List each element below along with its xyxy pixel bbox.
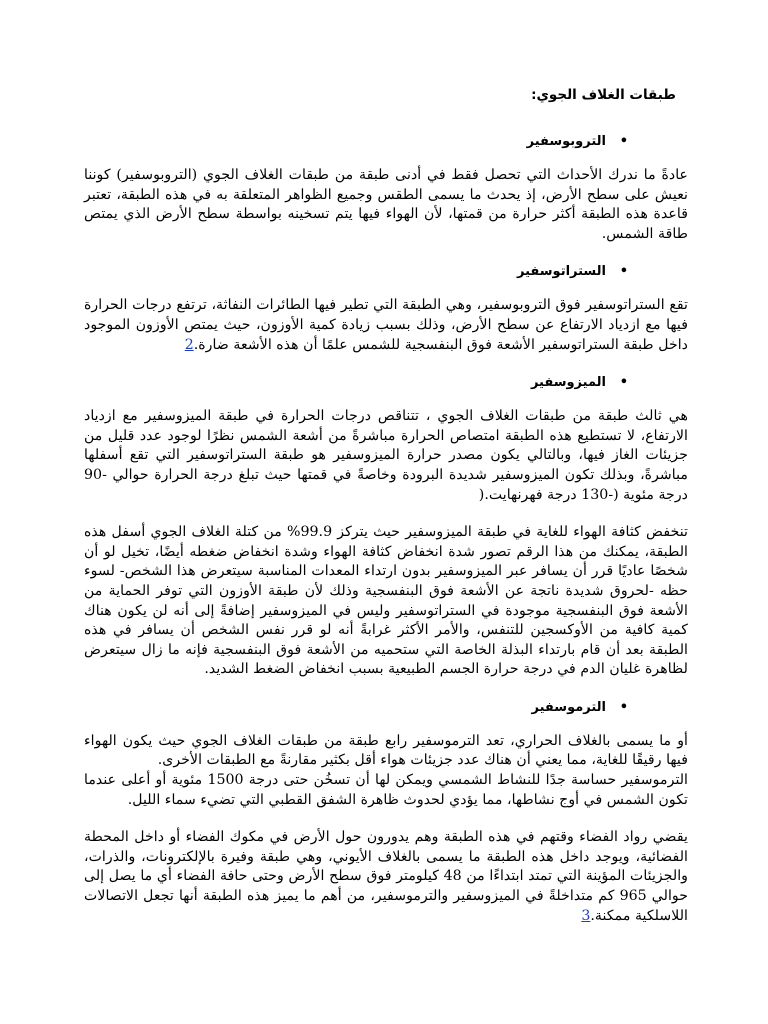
section-heading-mesosphere <box>84 373 688 393</box>
reference-link[interactable]: 3 <box>581 907 591 924</box>
section-heading-troposphere <box>84 132 688 152</box>
paragraph-text: عادةً ما ندرك الأحداث التي تحصل فقط في أدنى طبقة من طبقات الغلاف الجوي (التروبوسفير) كوننا نعيش على سطح الأرض، إذ يحدث ما يسمى الطقس وجميع الظواهر المتعلقة به في هذه الطبقة، تعتبر قاعدة هذه الطبقة أكثر حرارة من قمتها، لأن الهواء فيها يتم تسخينه بواسطة سطح الأرض الذي يمتص طاقة الشمس. <box>84 167 688 242</box>
paragraph-text: أو ما يسمى بالغلاف الحراري، تعد الترموسفير رابع طبقة من طبقات الغلاف الجوي حيث يكون الهواء فيها رقيقًا للغاية، مما يعني أن هناك عدد جزيئات هواء أقل بكثير مقارنةً مع الطبقات الأخرى. <box>84 732 688 769</box>
paragraph-thermosphere-3 <box>84 828 688 926</box>
bullet-icon: • <box>619 134 628 149</box>
paragraph-text: يقضي رواد الفضاء وقتهم في هذه الطبقة وهم يدورون حول الأرض في مكوك الفضاء أو داخل المحطة الفضائية، ويوجد داخل هذه الطبقة ما يسمى بالغلاف الأيوني، وهي طبقة وفيرة بالإلكترونات، والذرات، والجزيئات المؤينة التي تمتد ابتداءًا من 48 كيلومتر فوق سطح الأرض وحتى حافة الفضاء أي ما يصل إلى حوالي 965 كم متداخلةً في الميزوسفير والترموسفير، من أهم ما يميز هذه الطبقة أنها تجعل الاتصالات اللاسلكية ممكنة. <box>84 829 688 924</box>
paragraph-thermosphere-2 <box>84 771 688 810</box>
reference-link[interactable]: 2 <box>184 336 194 353</box>
bullet-icon: • <box>619 264 628 280</box>
section-heading-label: الميزوسفير <box>530 375 606 391</box>
section-heading-label: الترموسفير <box>531 699 606 715</box>
document-title: طبقات الغلاف الجوي: <box>531 87 676 103</box>
section-heading-thermosphere <box>84 698 688 718</box>
paragraph-mesosphere-2 <box>84 523 688 680</box>
spacer <box>84 106 688 122</box>
bullet-icon: • <box>619 375 628 391</box>
paragraph-text: هي ثالث طبقة من طبقات الغلاف الجوي ، تتناقص درجات الحرارة في طبقة الميزوسفير مع ازدياد الارتفاع، لا تستطيع هذه الطبقة امتصاص الحرارة مباشرةً من أشعة الشمس نظرًا لوجود عدد قليل من جزيئات الغاز فيها، وبالتالي يكون مصدر حرارة الميزوسفير هو طبقة الستراتوسفير التي تقع أسفلها مباشرةً، وبذلك تكون الميزوسفير شديدة البرودة وخاصةً في قمتها حيث تبلغ درجة الحرارة حوالي -90 درجة مئوية (-130 درجة فهرنهايت.( <box>84 408 688 503</box>
paragraph-text: تقع الستراتوسفير فوق التروبوسفير، وهي الطبقة التي تطير فيها الطائرات النفاثة، ترتفع درجات الحرارة فيها مع ازدياد الارتفاع عن سطح الأرض، وذلك بسبب زيادة كمية الأوزون، حيث يمتص الأوزون الموجود داخل طبقة الستراتوسفير الأشعة فوق البنفسجية للشمس علمًا أن هذه الأشعة ضارة. <box>84 297 688 353</box>
bullet-icon: • <box>619 699 628 715</box>
paragraph-thermosphere-1 <box>84 732 688 771</box>
paragraph-mesosphere-1 <box>84 407 688 505</box>
section-heading-label: التروبوسفير <box>526 134 606 149</box>
section-heading-stratosphere <box>84 262 688 282</box>
paragraph-stratosphere <box>84 296 688 355</box>
paragraph-troposphere <box>84 166 688 244</box>
paragraph-text: تنخفض كثافة الهواء للغاية في طبقة الميزوسفير حيث يتركز 99.9% من كتلة الغلاف الجوي أسفل هذه الطبقة، يمكنك من هذا الرقم تصور شدة انخفاض كثافة الهواء وشدة انخفاض ضغطه أيضًا، تخيل لو أن شخصًا عاديًا قرر أن يسافر عبر الميزوسفير بدون ارتداء المعدات المناسبة سيتعرض هذا الشخص- لسوء حظه -لحروق شديدة ناتجة عن الأشعة فوق البنفسجية وذلك لأن طبقة الأوزون التي توفر الحماية من الأشعة فوق البنفسجية موجودة في الستراتوسفير وليس في الميزوسفير إضافةً إلى أنه لن يكون هناك كمية كافية من الأوكسجين للتنفس، والأمر الأكثر غرابةً أنه لو قرر نفس الشخص أن يسافر في هذه الطبقة بعد أن قام بارتداء البذلة الخاصة التي ستحميه من الأشعة فوق البنفسجية فإنه ما زال سيتعرض لظاهرة غليان الدم في درجة حرارة الجسم الطبيعية بسبب انخفاض الضغط الشديد. <box>84 524 688 678</box>
paragraph-text: الترموسفير حساسة جدًا للنشاط الشمسي ويمكن لها أن تسخُن حتى درجة 1500 مئوية أو أعلى عندما تكون الشمس في أوج نشاطها، مما يؤدي لحدوث ظاهرة الشفق القطبي التي تضيء سماء الليل. <box>84 772 688 808</box>
section-heading-label: الستراتوسفير <box>517 264 606 280</box>
